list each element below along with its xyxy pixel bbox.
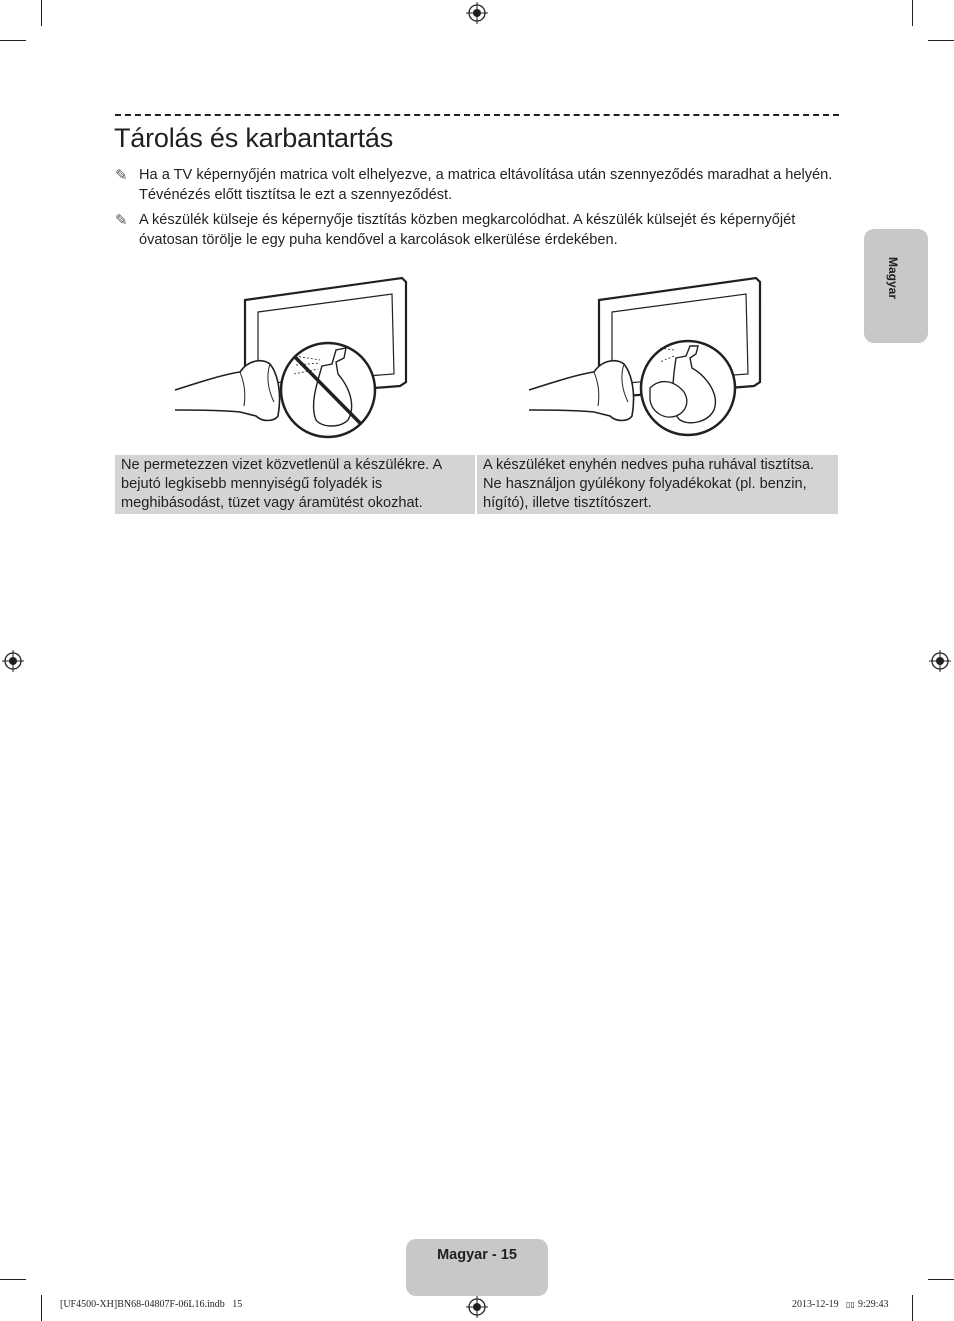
note-text: A készülék külseje és képernyője tisztítás közben megkarcolódhat. A készülék külsejét és képernyőjét óvatosan törölje le egy puha kendővel a karcolások elkerülése érdekében. [139, 212, 796, 248]
note-text: Ha a TV képernyőjén matrica volt elhelyezve, a matrica eltávolítása után szennyeződés maradhat a helyén. Tévénézés előtt tisztítsa le ezt a szennyeződést. [139, 167, 833, 203]
crop-mark [928, 1279, 954, 1280]
language-side-tab-label: Magyar [886, 257, 900, 300]
note-item [115, 211, 840, 250]
note-item [115, 166, 840, 205]
page-title: Tárolás és karbantartás [114, 123, 394, 153]
section-divider [115, 114, 839, 116]
registration-mark-icon [929, 650, 951, 672]
pencil-note-icon: ✎ [115, 212, 128, 229]
pencil-note-icon: ✎ [115, 167, 128, 184]
page-number-label: Magyar - 15 [437, 1247, 517, 1263]
crop-mark [912, 1295, 913, 1321]
crop-mark [0, 1279, 26, 1280]
crop-mark [912, 0, 913, 26]
language-side-tab [864, 229, 928, 343]
page-number-tab [406, 1239, 548, 1296]
registration-mark-icon [466, 2, 488, 24]
print-slug-glyph: ▯▯ [846, 1300, 855, 1309]
crop-mark [0, 40, 26, 41]
crop-mark [928, 40, 954, 41]
registration-mark-icon [2, 650, 24, 672]
no-spray-illustration [170, 270, 410, 445]
registration-mark-icon [466, 1296, 488, 1318]
crop-mark [41, 0, 42, 26]
print-slug-date: 2013-12-19 [792, 1299, 839, 1310]
print-slug-file: [UF4500-XH]BN68-04807F-06L16.indb 15 [60, 1299, 243, 1310]
crop-mark [41, 1295, 42, 1321]
cloth-cleaning-illustration [524, 270, 764, 445]
caption-no-spray: Ne permetezzen vizet közvetlenül a készülékre. A bejutó legkisebb mennyiségű folyadék is meghibásodást, tüzet vagy áramütést okozhat. [115, 455, 475, 514]
caption-cloth-cleaning: A készüléket enyhén nedves puha ruhával tisztítsa. Ne használjon gyúlékony folyadékokat (pl. benzin, hígító), illetve tisztítószert. [477, 455, 838, 514]
print-slug-time: 9:29:43 [858, 1299, 889, 1310]
